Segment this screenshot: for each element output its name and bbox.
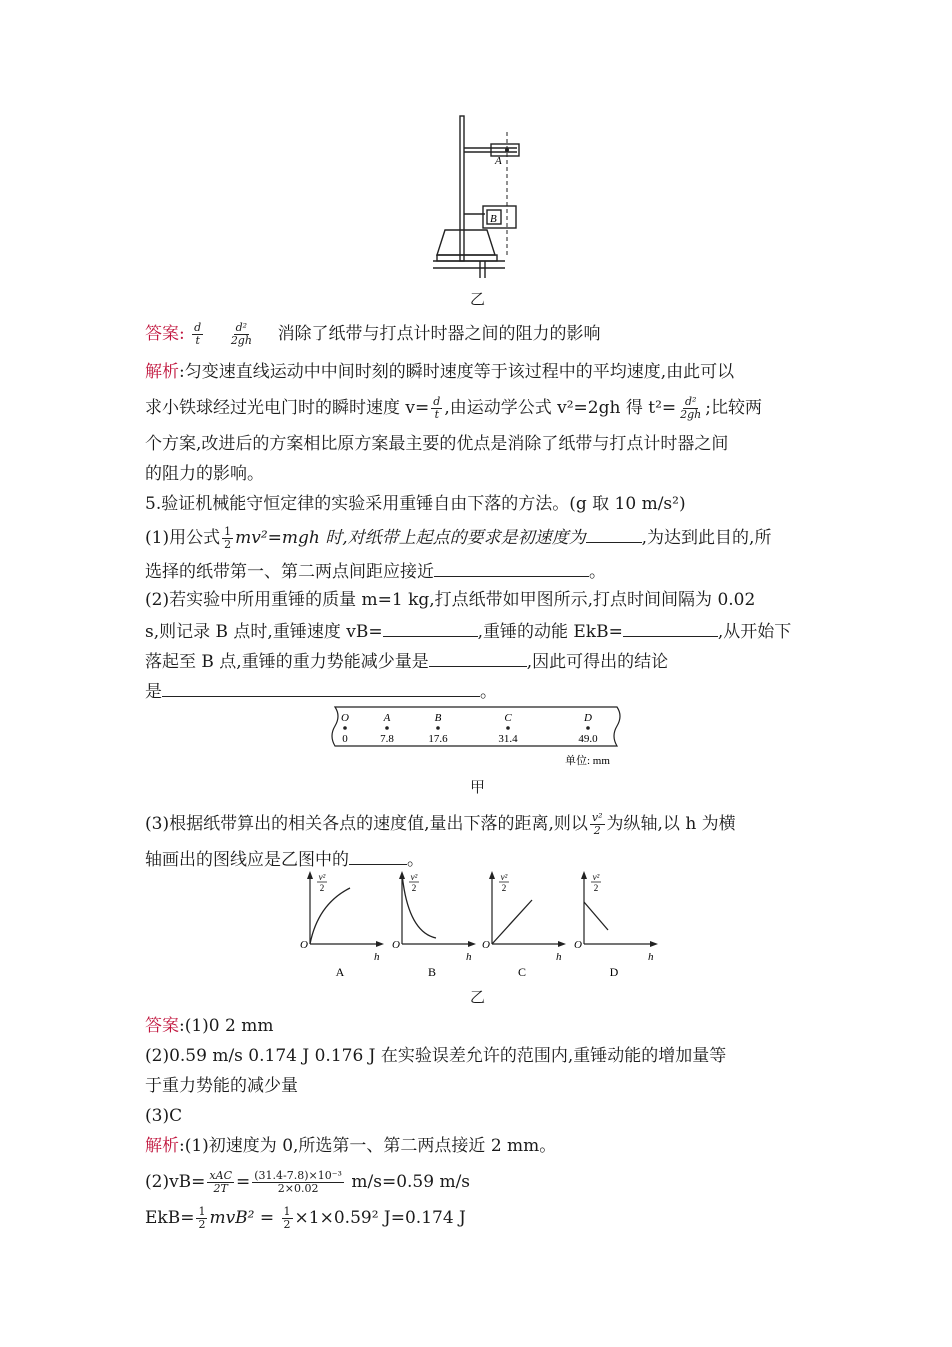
graph-option-label: B bbox=[427, 965, 437, 979]
apparatus-figure bbox=[425, 110, 535, 280]
graph-option-b bbox=[392, 871, 476, 979]
tape-point-label-b: B bbox=[434, 712, 442, 724]
q5-stem: 5.验证机械能守恒定律的实验采用重锤自由下落的方法。(g 取 10 m/s²) bbox=[145, 494, 686, 514]
blank-potential-decrease[interactable] bbox=[429, 648, 527, 667]
analysis5-line1: 解析:(1)初速度为 0,所选第一、第二两点接近 2 mm。 bbox=[145, 1136, 557, 1156]
analysis4-tag: 解析 bbox=[145, 362, 179, 382]
graph-option-c bbox=[482, 871, 566, 979]
tape-value-a: 7.8 bbox=[380, 733, 394, 745]
q5-part3-line1: (3)根据纸带算出的相关各点的速度值,量出下落的距离,则以 $\frac{\text{v²}}{2}$ 为纵轴,以 h 为横 bbox=[145, 811, 736, 837]
blank-graph-choice[interactable] bbox=[349, 846, 407, 865]
blank-initial-velocity[interactable] bbox=[586, 524, 642, 543]
graph-origin: O bbox=[574, 939, 582, 951]
tape-point-label-d: D bbox=[584, 712, 592, 724]
q5-part3-line2: 轴画出的图线应是乙图中的 。 bbox=[145, 846, 805, 872]
graph-option-label: D bbox=[609, 965, 619, 979]
tape-point-label-a: A bbox=[383, 712, 391, 724]
graph-ylabel-den: 2 bbox=[411, 883, 417, 893]
tape-dot-b bbox=[436, 726, 440, 730]
graph-xlabel: h bbox=[556, 951, 562, 963]
analysis5-line3: EkB= $\frac{1}{2}$ mvB² = $\frac{1}{2}$ ×1×0.59² J=0.174 J bbox=[145, 1205, 466, 1231]
tape-dot-c bbox=[506, 726, 510, 730]
graph-option-d bbox=[574, 871, 658, 979]
answer4-text: 消除了纸带与打点计时器之间的阻力的影响 bbox=[277, 324, 601, 344]
graph-xlabel: h bbox=[374, 951, 380, 963]
graph-ylabel-num: v² bbox=[592, 872, 600, 882]
graph-origin: O bbox=[300, 939, 308, 951]
analysis4-line3: 个方案,改进后的方案相比原方案最主要的优点是消除了纸带与打点计时器之间 bbox=[145, 434, 729, 454]
graph-option-label: C bbox=[517, 965, 527, 979]
gate-label-b: B bbox=[490, 213, 497, 225]
answer4-frac1: $\frac{d}{t}$ bbox=[194, 321, 202, 347]
tape-caption: 甲 bbox=[470, 778, 486, 796]
q5-part2-line2: s,则记录 B 点时,重锤速度 vB= ,重锤的动能 EkB= ,从开始下 bbox=[145, 618, 805, 644]
analysis4-line4: 的阻力的影响。 bbox=[145, 464, 264, 484]
graph-option-a bbox=[300, 871, 384, 979]
answer5-line4: (3)C bbox=[145, 1106, 183, 1126]
blank-conclusion[interactable] bbox=[162, 678, 480, 697]
graph-curve bbox=[402, 874, 436, 938]
answer4-tag: 答案 bbox=[145, 324, 179, 344]
answer5-line3: 于重力势能的减少量 bbox=[145, 1076, 298, 1096]
graph-curve bbox=[310, 888, 350, 944]
answer5-line2: (2)0.59 m/s 0.174 J 0.176 J 在实验误差允许的范围内,重锤动能的增加量等 bbox=[145, 1046, 727, 1066]
graph-origin: O bbox=[482, 939, 490, 951]
q5-part1-line1: (1)用公式 $\frac{1}{2}$ mv²=mgh 时,对纸带上起点的要求是初速度为 ,为达到此目的,所 bbox=[145, 525, 772, 551]
blank-velocity-b[interactable] bbox=[383, 618, 478, 637]
analysis4-line1: 解析:匀变速直线运动中中间时刻的瞬时速度等于该过程中的平均速度,由此可以 bbox=[145, 362, 735, 382]
stand-rod bbox=[433, 116, 519, 278]
graph-options-figure bbox=[290, 868, 660, 986]
q5-part2-line4: 是 。 bbox=[145, 678, 805, 704]
graph-option-label: A bbox=[335, 965, 345, 979]
graph-curve bbox=[492, 900, 532, 944]
tape-unit: 单位: mm bbox=[565, 755, 610, 767]
graph-curve bbox=[584, 902, 608, 930]
tape-value-o: 0 bbox=[342, 733, 348, 745]
tape-value-d: 49.0 bbox=[578, 733, 598, 745]
gate-label-a: A bbox=[495, 155, 502, 167]
graph-ylabel-num: v² bbox=[410, 872, 418, 882]
tape-dot-a bbox=[385, 726, 389, 730]
tape-point-label-c: C bbox=[504, 712, 512, 724]
analysis5-line2: (2)vB= $\frac{\text{xAC}}{2T}$ = $\frac{\text{(31.4-7.8)×10⁻³}}{2\times 0.02}$ m/s=0.59 m/s bbox=[145, 1169, 471, 1195]
iron-ball bbox=[505, 148, 509, 152]
tape-value-c: 31.4 bbox=[498, 733, 518, 745]
tape-dot-o bbox=[343, 726, 347, 730]
answer5-line1: 答案:(1)0 2 mm bbox=[145, 1016, 274, 1036]
analysis4-line2: 求小铁球经过光电门时的瞬时速度 v= $\frac{d}{t}$ ,由运动学公式 v²=2gh 得 t²= $\frac{\text{d²}}{2gh}$ ;比较两 bbox=[145, 395, 762, 421]
analysis5-tag: 解析 bbox=[145, 1136, 179, 1156]
q5-part2-line1: (2)若实验中所用重锤的质量 m=1 kg,打点纸带如甲图所示,打点时间间隔为 0.02 bbox=[145, 590, 756, 610]
graph-ylabel-den: 2 bbox=[319, 883, 325, 893]
graph-xlabel: h bbox=[648, 951, 654, 963]
blank-first-gap[interactable] bbox=[434, 558, 589, 577]
q5-part1-line2: 选择的纸带第一、第二两点间距应接近 。 bbox=[145, 558, 805, 584]
graph-ylabel-den: 2 bbox=[501, 883, 507, 893]
tape-outline bbox=[332, 707, 620, 746]
blank-kinetic-energy[interactable] bbox=[623, 618, 718, 637]
graph-ylabel-num: v² bbox=[500, 872, 508, 882]
answer4-frac2: $\frac{\text{d²}}{2gh}$ bbox=[230, 321, 252, 347]
graphs-caption: 乙 bbox=[470, 988, 486, 1006]
graph-ylabel-num: v² bbox=[318, 872, 326, 882]
graph-origin: O bbox=[392, 939, 400, 951]
paper-tape-figure bbox=[325, 704, 625, 774]
q5-part2-line3: 落起至 B 点,重锤的重力势能减少量是 ,因此可得出的结论 bbox=[145, 648, 805, 674]
graph-xlabel: h bbox=[466, 951, 472, 963]
answer5-tag: 答案 bbox=[145, 1016, 179, 1036]
answer4-line: 答案: $\frac{d}{t}$ $\frac{\text{d²}}{2gh}$ 消除了纸带与打点计时器之间的阻力的影响 bbox=[145, 321, 601, 347]
graph-ylabel-den: 2 bbox=[593, 883, 599, 893]
tape-dot-d bbox=[586, 726, 590, 730]
tape-point-label-o: O bbox=[341, 712, 349, 724]
tape-value-b: 17.6 bbox=[428, 733, 448, 745]
figure-caption-yi-top: 乙 bbox=[470, 290, 486, 308]
